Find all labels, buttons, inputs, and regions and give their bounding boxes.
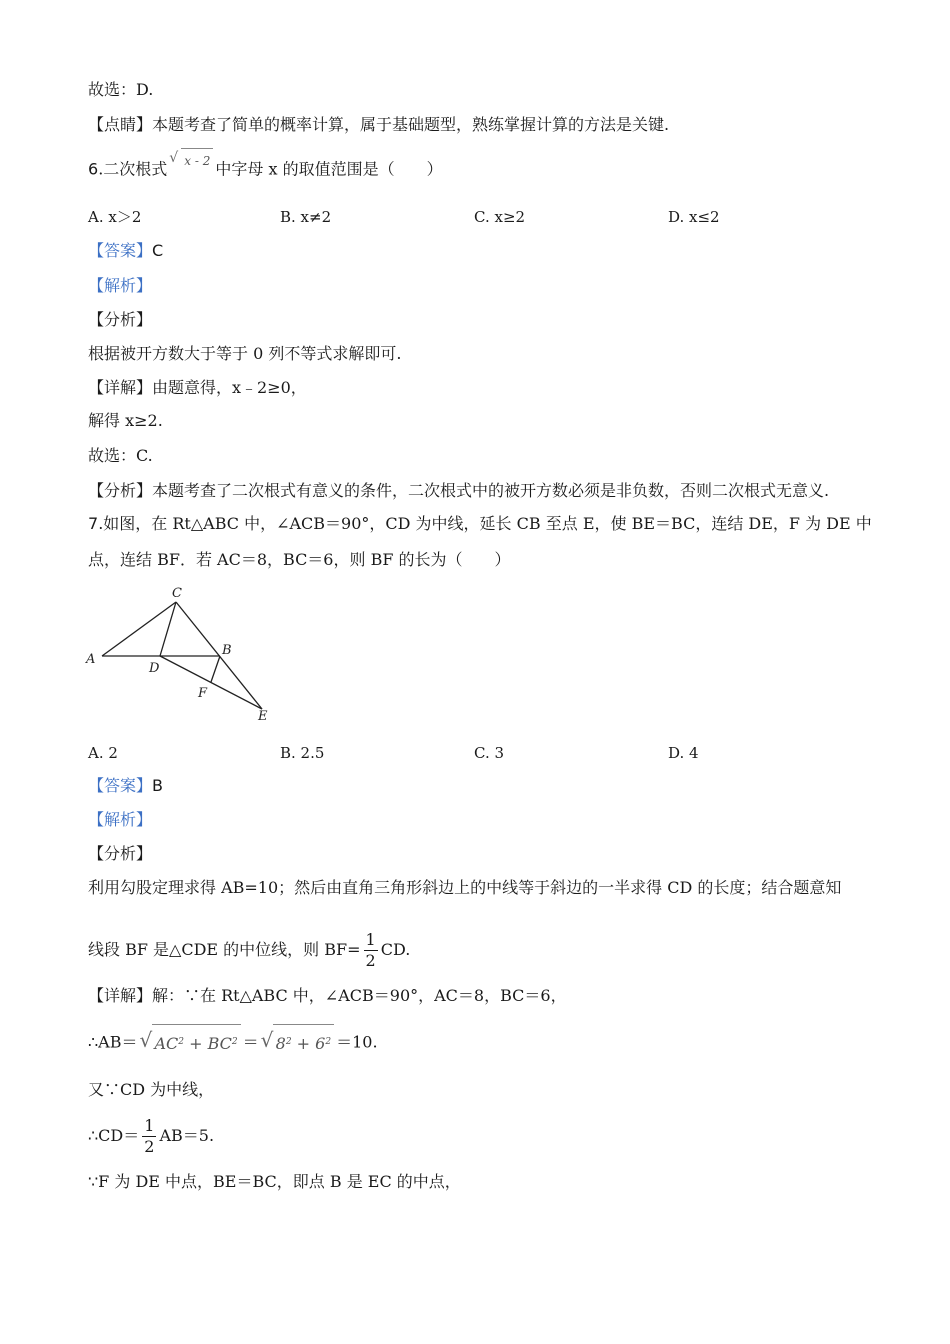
triangle-figure — [80, 578, 280, 728]
text-line: 根据被开方数大于等于 0 列不等式求解即可. — [88, 344, 402, 363]
text-line: 利用勾股定理求得 AB=10；然后由直角三角形斜边上的中线等于斜边的一半求得 CD 的长度；结合题意知 — [88, 878, 842, 897]
option-d: D. x≤2 — [668, 208, 720, 226]
question-6 — [88, 150, 443, 182]
text-line: 又∵CD 为中线， — [88, 1080, 215, 1099]
question-7 — [88, 513, 872, 535]
question-stem-pre: .二次根式 — [98, 159, 168, 179]
dianjing-note: 【点睛】本题考查了简单的概率计算，属于基础题型，熟练掌握计算的方法是关键. — [88, 115, 670, 134]
answer-value: B — [152, 776, 163, 795]
answer-line — [88, 240, 163, 262]
question-stem-post: 中字母 x 的取值范围是（ ） — [215, 159, 443, 179]
text-line: 解得 x≥2. — [88, 411, 163, 430]
point-a-label: A — [86, 652, 96, 667]
question-number: 7 — [88, 514, 99, 533]
text-line: 故选：C. — [88, 446, 153, 465]
fraction-one-half: $\frac{1}{2}$ — [365, 930, 376, 970]
fenxi-label: 【分析】 — [88, 310, 153, 329]
text-line: 【分析】本题考查了二次根式有意义的条件，二次根式中的被开方数必须是非负数，否则二次根式无意义. — [88, 481, 830, 500]
text-line: 故选：D. — [88, 80, 154, 99]
point-c-label: C — [172, 586, 182, 601]
point-e-label: E — [258, 709, 268, 724]
option-b: B. x≠2 — [280, 208, 332, 226]
question-number: 6 — [88, 159, 99, 179]
text-line: ∵F 为 DE 中点，BE＝BC，即点 B 是 EC 的中点， — [88, 1172, 461, 1191]
option-a: A. x＞2 — [88, 208, 142, 226]
option-c: C. x≥2 — [474, 208, 526, 226]
fraction-one-half: $\frac{1}{2}$ — [144, 1116, 155, 1156]
option-c: C. 3 — [474, 744, 505, 762]
answer-line — [88, 775, 163, 797]
jiexi-label: 【解析】 — [88, 810, 153, 829]
fenxi-label: 【分析】 — [88, 844, 153, 863]
text-line-fraction: 线段 BF 是△CDE 的中位线，则 BF= $\frac{1}{2}$ CD. — [88, 930, 411, 970]
answer-value: C — [152, 241, 164, 260]
text-line: 【详解】由题意得，x﹣2≥0， — [88, 378, 307, 397]
point-b-label: B — [222, 643, 232, 658]
answer-label: 【答案】 — [88, 776, 153, 795]
radical-expression: √ x - 2 — [169, 148, 213, 172]
option-a: A. 2 — [88, 744, 118, 762]
text-line-radical: ∴AB＝ √ $AC^2 + BC^2$ ＝ √ $8^2 + 6^2 =10$. — [88, 1024, 378, 1062]
text-line: 点，连结 BF．若 AC＝8，BC＝6，则 BF 的长为（ ） — [88, 550, 511, 569]
option-d: D. 4 — [668, 744, 699, 762]
text-line-fraction: ∴CD＝ $\frac{1}{2}$ AB＝5. — [88, 1116, 215, 1156]
radical-ac-bc: √ $AC^2 + BC^2$ — [140, 1024, 241, 1062]
jiexi-label: 【解析】 — [88, 276, 153, 295]
answer-label: 【答案】 — [88, 241, 153, 260]
point-d-label: D — [149, 661, 160, 676]
point-f-label: F — [198, 686, 208, 701]
question-stem: .如图，在 Rt△ABC 中，∠ACB＝90°，CD 为中线，延长 CB 至点 E，使 BE＝BC，连结 DE，F 为 DE 中 — [98, 514, 872, 533]
option-b: B. 2.5 — [280, 744, 325, 762]
radical-8-6: √ $8^2 + 6^2$ — [261, 1024, 334, 1062]
text-line: 【详解】解：∵在 Rt△ABC 中，∠ACB＝90°，AC＝8，BC＝6， — [88, 986, 567, 1005]
